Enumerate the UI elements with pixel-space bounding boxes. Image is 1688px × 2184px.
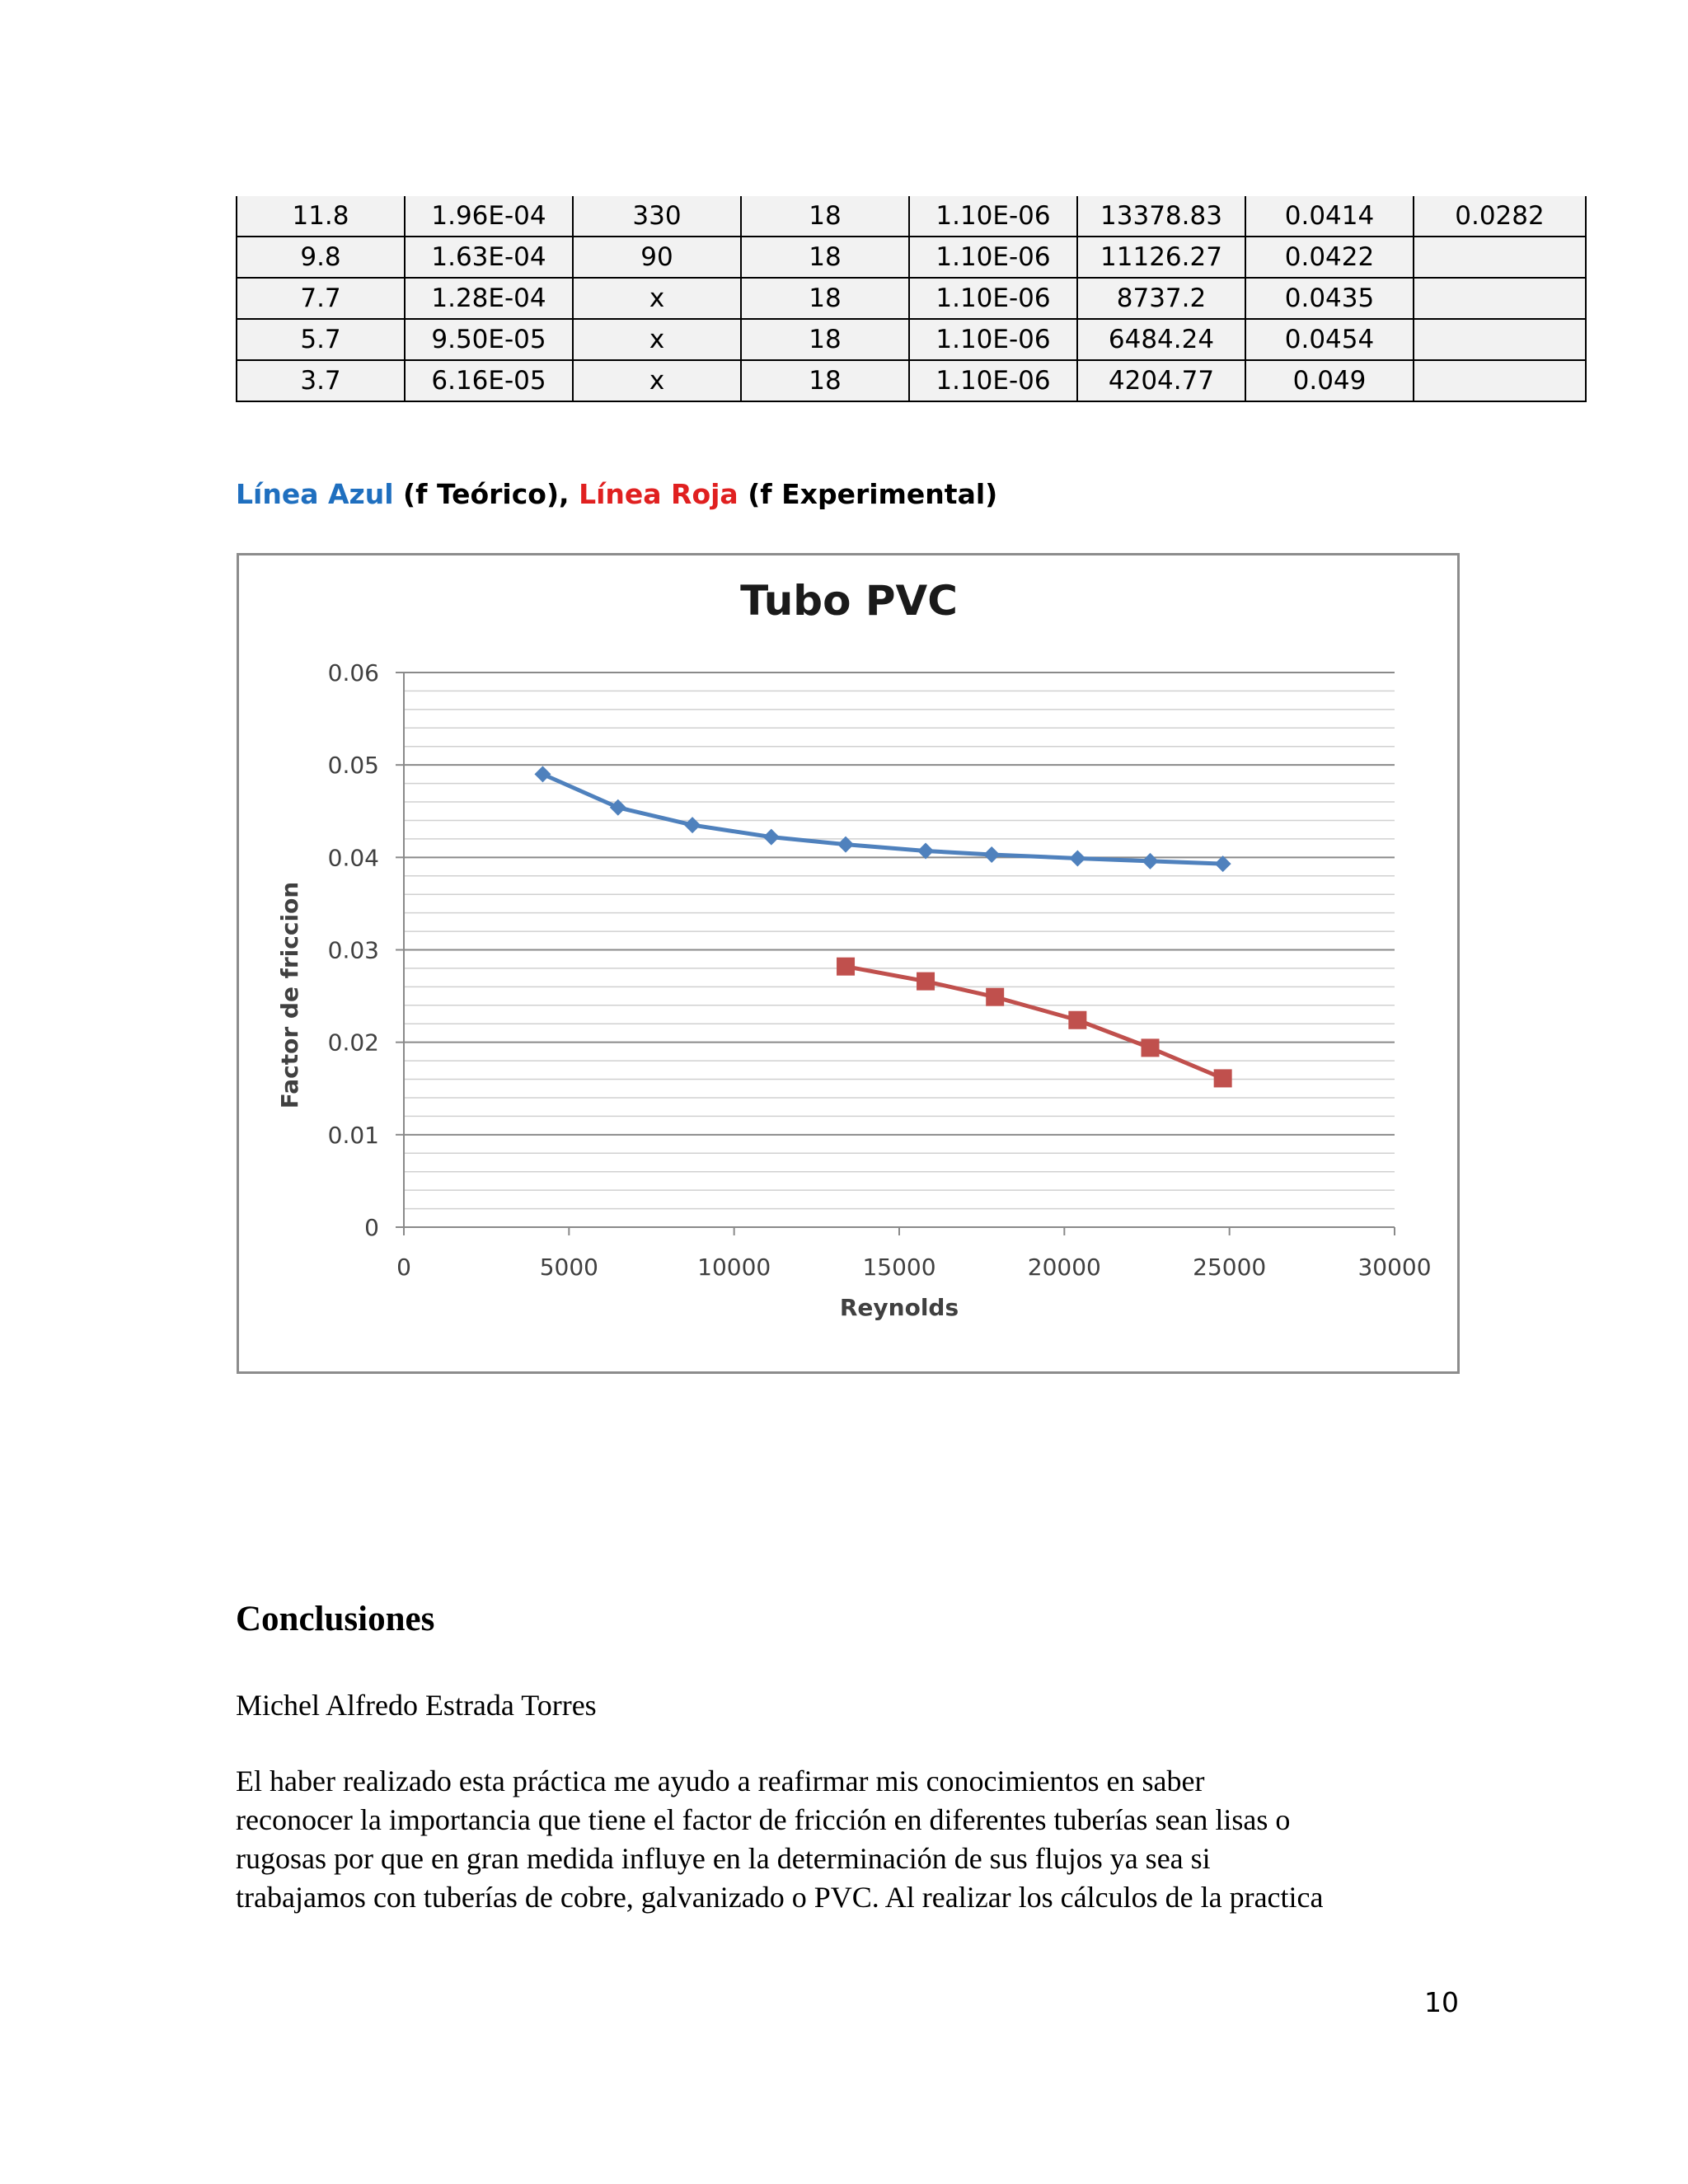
caption-blue-label: Línea Azul	[236, 478, 394, 510]
table-row	[237, 360, 1586, 401]
table-row	[237, 278, 1586, 319]
y-tick-label: 0.06	[327, 659, 379, 687]
y-axis-label: Factor de friccion	[276, 881, 303, 1109]
conclusions-paragraph	[236, 1762, 1472, 1917]
series-line	[846, 967, 1223, 1079]
table-cell: x	[573, 278, 741, 319]
table-cell: 1.10E-06	[909, 278, 1077, 319]
table-cell: 1.10E-06	[909, 360, 1077, 401]
table-row	[237, 196, 1586, 237]
paragraph-line: El haber realizado esta práctica me ayudo a reafirmar mis conocimientos en saber	[236, 1765, 1205, 1797]
table-cell: 0.0282	[1414, 196, 1586, 237]
table-cell: 1.63E-04	[405, 237, 573, 278]
table-cell: 330	[573, 196, 741, 237]
caption-red-suffix: (f Experimental)	[738, 478, 998, 510]
data-point-diamond	[1069, 850, 1085, 866]
y-tick-label: 0.01	[327, 1121, 379, 1149]
friction-chart	[239, 555, 1457, 1371]
data-point-square	[986, 988, 1004, 1006]
data-point-square	[1214, 1069, 1232, 1087]
table-row	[237, 237, 1586, 278]
x-tick-label: 30000	[1357, 1254, 1432, 1281]
table-cell: 1.28E-04	[405, 278, 573, 319]
results-table-body	[237, 196, 1586, 401]
data-point-square	[1142, 1038, 1160, 1057]
table-cell: 4204.77	[1077, 360, 1245, 401]
table-cell: 1.10E-06	[909, 196, 1077, 237]
data-point-diamond	[983, 846, 1000, 863]
table-cell: 18	[741, 237, 909, 278]
y-tick-label: 0.02	[327, 1029, 379, 1057]
table-cell: 18	[741, 319, 909, 360]
table-cell: 11126.27	[1077, 237, 1245, 278]
table-cell: 3.7	[237, 360, 405, 401]
table-cell	[1414, 319, 1586, 360]
data-point-diamond	[763, 829, 780, 846]
table-cell: 6.16E-05	[405, 360, 573, 401]
table-cell: 7.7	[237, 278, 405, 319]
paragraph-line: trabajamos con tuberías de cobre, galvanizado o PVC. Al realizar los cálculos de la practica	[236, 1881, 1324, 1914]
table-cell: 9.50E-05	[405, 319, 573, 360]
series-line	[542, 774, 1222, 864]
table-cell: 0.0435	[1245, 278, 1414, 319]
table-cell	[1414, 278, 1586, 319]
x-axis-label: Reynolds	[839, 1294, 959, 1321]
caption-blue-suffix: (f Teórico),	[393, 478, 579, 510]
caption-red-label: Línea Roja	[579, 478, 738, 510]
table-cell: 0.0422	[1245, 237, 1414, 278]
table-cell: 90	[573, 237, 741, 278]
author-name: Michel Alfredo Estrada Torres	[236, 1689, 597, 1722]
paragraph-line: rugosas por que en gran medida influye en la determinación de sus flujos ya sea si	[236, 1842, 1211, 1875]
table-cell: 13378.83	[1077, 196, 1245, 237]
data-point-square	[917, 972, 935, 991]
data-point-diamond	[534, 766, 551, 782]
table-cell: 1.10E-06	[909, 237, 1077, 278]
table-cell: 9.8	[237, 237, 405, 278]
y-tick-label: 0.04	[327, 844, 379, 872]
results-table	[236, 196, 1587, 402]
table-cell: 1.96E-04	[405, 196, 573, 237]
table-cell: 18	[741, 278, 909, 319]
table-row	[237, 319, 1586, 360]
x-tick-label: 0	[396, 1254, 411, 1281]
chart-caption	[236, 478, 997, 510]
table-cell	[1414, 360, 1586, 401]
table-cell: x	[573, 360, 741, 401]
x-tick-label: 10000	[697, 1254, 771, 1281]
conclusions-heading: Conclusiones	[236, 1600, 435, 1638]
table-cell: 6484.24	[1077, 319, 1245, 360]
table-cell: x	[573, 319, 741, 360]
table-cell: 0.0414	[1245, 196, 1414, 237]
data-point-diamond	[1142, 853, 1159, 869]
chart-title: Tubo PVC	[740, 577, 958, 625]
table-cell: 0.0454	[1245, 319, 1414, 360]
paragraph-line: reconocer la importancia que tiene el factor de fricción en diferentes tuberías sean lisas o	[236, 1803, 1291, 1836]
x-tick-label: 20000	[1027, 1254, 1101, 1281]
table-cell	[1414, 237, 1586, 278]
table-cell: 1.10E-06	[909, 319, 1077, 360]
y-tick-label: 0.03	[327, 936, 379, 964]
chart-frame	[237, 553, 1460, 1374]
x-tick-label: 25000	[1193, 1254, 1267, 1281]
x-tick-label: 5000	[539, 1254, 598, 1281]
table-cell: 8737.2	[1077, 278, 1245, 319]
data-point-diamond	[684, 817, 701, 833]
table-cell: 11.8	[237, 196, 405, 237]
table-cell: 5.7	[237, 319, 405, 360]
y-tick-label: 0.05	[327, 752, 379, 780]
page-number: 10	[1424, 1986, 1459, 2018]
data-point-square	[837, 958, 855, 976]
table-cell: 18	[741, 196, 909, 237]
x-tick-label: 15000	[862, 1254, 936, 1281]
y-tick-label: 0	[364, 1214, 379, 1241]
table-cell: 0.049	[1245, 360, 1414, 401]
table-cell: 18	[741, 360, 909, 401]
data-point-square	[1068, 1011, 1086, 1029]
